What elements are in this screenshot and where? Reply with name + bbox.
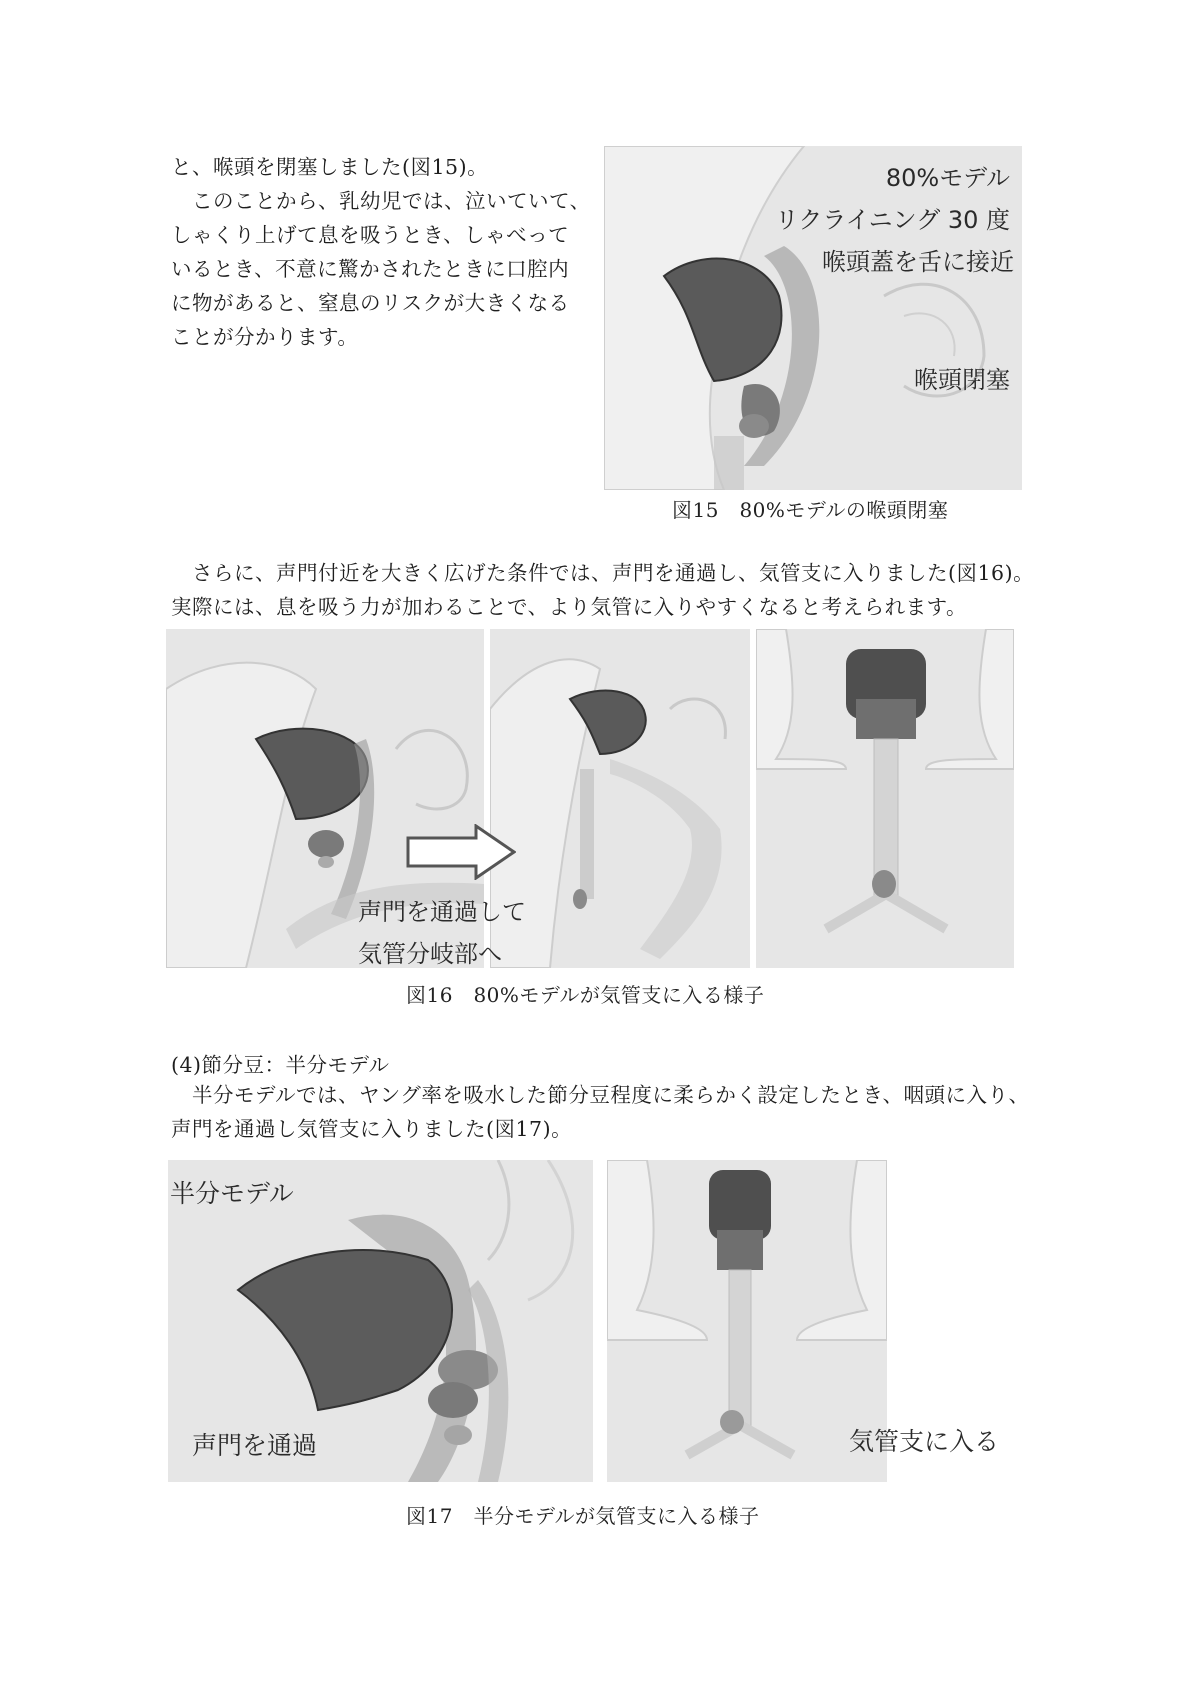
fig17-label-model: 半分モデル	[170, 1179, 294, 1208]
text-line: と、喉頭を閉塞しました(図15)。	[171, 155, 489, 179]
figure-17-panel-left	[168, 1160, 593, 1482]
text-line: 半分モデルでは、ヤング率を吸水した節分豆程度に柔らかく設定したとき、咽頭に入り、	[171, 1083, 1030, 1107]
figure-16-panel-middle	[490, 629, 750, 968]
fig15-label-recline: リクライニング 30 度	[774, 206, 1010, 234]
text-line: 実際には、息を吸う力が加わることで、より気管に入りやすくなると考えられます。	[171, 595, 967, 619]
text-line: しゃくり上げて息を吸うとき、しゃべって	[171, 223, 570, 247]
text-line: このことから、乳幼児では、泣いていて、	[171, 189, 591, 213]
figure-17-panel-right	[607, 1160, 1013, 1482]
text-line: ことが分かります。	[171, 325, 359, 349]
section3-paragraph	[171, 1078, 1051, 1146]
section2-paragraph	[171, 556, 1051, 624]
section1-paragraph	[171, 150, 591, 354]
figure-16-caption: 図16 80%モデルが気管支に入る様子	[406, 983, 765, 1007]
fig16-label-pass: 声門を通過して	[358, 898, 526, 926]
arrow-right-icon	[406, 824, 516, 880]
figure-17-caption: 図17 半分モデルが気管支に入る様子	[406, 1504, 760, 1528]
fig16-label-bifurcation: 気管分岐部へ	[358, 940, 502, 968]
fig15-label-epiglottis: 喉頭蓋を舌に接近	[822, 248, 1014, 276]
text-line: に物があると、窒息のリスクが大きくなる	[171, 291, 570, 315]
fig15-label-model: 80%モデル	[885, 164, 1010, 192]
section3-heading: (4)節分豆：半分モデル	[171, 1053, 390, 1077]
fig17-label-glottis: 声門を通過	[192, 1431, 318, 1460]
fig17-label-bronchus: 気管支に入る	[848, 1427, 999, 1456]
text-line: さらに、声門付近を大きく広げた条件では、声門を通過し、気管支に入りました(図16)。	[171, 561, 1035, 585]
fig15-label-closure: 喉頭閉塞	[914, 366, 1010, 394]
figure-15-caption: 図15 80%モデルの喉頭閉塞	[672, 498, 949, 522]
text-line: いるとき、不意に驚かされたときに口腔内	[171, 257, 570, 281]
figure-15-image	[604, 146, 1022, 490]
text-line: 声門を通過し気管支に入りました(図17)。	[171, 1117, 573, 1141]
figure-16-panel-right	[756, 629, 1014, 968]
